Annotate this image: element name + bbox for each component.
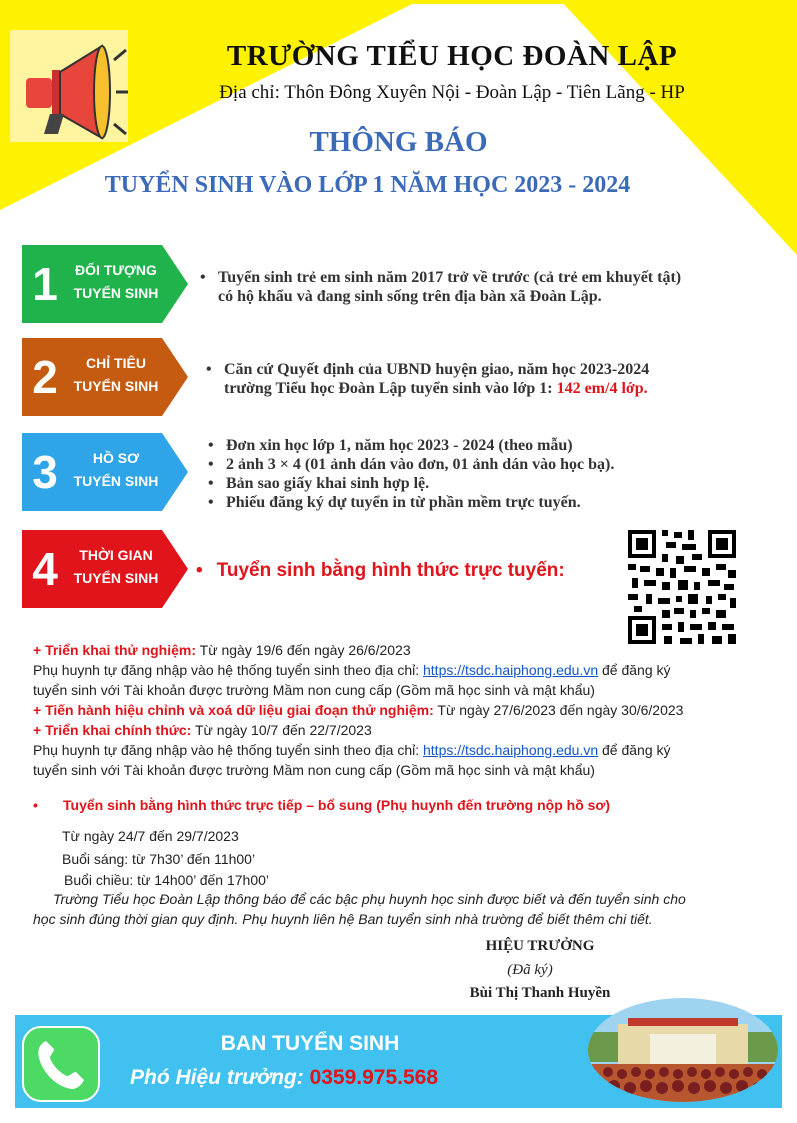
- bullet-icon: •: [208, 494, 214, 511]
- document-item: Phiếu đăng ký dự tuyển in từ phần mềm trực tuyến.: [226, 494, 581, 511]
- qr-code-icon[interactable]: [626, 528, 738, 646]
- section-4-arrow: [22, 530, 188, 604]
- official-phase: + Triển khai chính thức: Từ ngày 10/7 đến 22/7/2023: [33, 722, 372, 738]
- account-note: tuyển sinh với Tài khoản được trường Mầm non cung cấp (Gồm mã học sinh và mật khẩu): [33, 762, 595, 778]
- account-note: tuyển sinh với Tài khoản được trường Mầm non cung cấp (Gồm mã học sinh và mật khẩu): [33, 682, 595, 698]
- registration-link[interactable]: https://tsdc.haiphong.edu.vn: [423, 662, 599, 678]
- correction-phase: + Tiến hành hiệu chỉnh và xoá dữ liệu giai đoạn thử nghiệm: Từ ngày 27/6/2023 đến ngày 30/6/2023: [33, 702, 684, 718]
- section-number: 2: [32, 351, 58, 403]
- document-item: 2 ảnh 3 × 4 (01 ảnh dán vào đơn, 01 ảnh dán vào học bạ).: [226, 456, 615, 473]
- phone-icon: [22, 1026, 100, 1102]
- section-number: 3: [32, 446, 58, 498]
- online-method: Tuyển sinh bằng hình thức trực tuyến:: [216, 560, 565, 581]
- bullet-icon: •: [33, 797, 38, 813]
- section-label: THỜI GIAN TUYỂN SINH: [73, 547, 159, 586]
- section-1-arrow: [22, 245, 188, 319]
- section-2-content: [206, 360, 650, 398]
- bullet-icon: •: [206, 361, 212, 378]
- section-1-content: [200, 268, 682, 306]
- section-2-line: Căn cứ Quyết định của UBND huyện giao, năm học 2023-2024: [224, 361, 650, 378]
- signed-note: (Đã ký): [507, 962, 553, 978]
- section-1-line: có hộ khẩu và đang sinh sống trên địa bàn xã Đoàn Lập.: [218, 288, 602, 305]
- afternoon-hours: Buổi chiều: từ 14h00’ đến 17h00’: [64, 872, 270, 888]
- bullet-icon: •: [196, 560, 203, 581]
- section-3-content: [208, 436, 615, 512]
- bullet-icon: •: [208, 456, 214, 473]
- direct-heading: • Tuyển sinh bằng hình thức trực tiếp – bổ sung (Phụ huynh đến trường nộp hồ sơ): [33, 797, 611, 813]
- login-instruction: Phụ huynh tự đăng nhập vào hệ thống tuyển sinh theo địa chỉ: https://tsdc.haiphong.edu.vn để đăng ký: [33, 662, 671, 678]
- section-label: HỒ SƠ TUYỂN SINH: [73, 450, 159, 489]
- section-4-content: [196, 560, 565, 582]
- online-info: [33, 640, 773, 780]
- trial-phase: + Triển khai thử nghiệm: Từ ngày 19/6 đến ngày 26/6/2023: [33, 642, 411, 658]
- footer-contact: Phó Hiệu trưởng: 0359.975.568: [130, 1066, 439, 1089]
- school-address: Địa chỉ: Thôn Đông Xuyên Nội - Đoàn Lập - Tiên Lãng - HP: [219, 82, 685, 103]
- phone-number[interactable]: 0359.975.568: [309, 1066, 439, 1089]
- notice-title: THÔNG BÁO: [309, 126, 488, 158]
- section-number: 1: [32, 258, 58, 310]
- section-2-line: trường Tiểu học Đoàn Lập tuyển sinh vào lớp 1: 142 em/4 lớp.: [224, 380, 648, 397]
- school-name: TRƯỜNG TIỂU HỌC ĐOÀN LẬP: [226, 40, 678, 72]
- direct-dates: Từ ngày 24/7 đến 29/7/2023: [62, 828, 239, 844]
- document-item: Đơn xin học lớp 1, năm học 2023 - 2024 (theo mẫu): [226, 437, 573, 454]
- bullet-icon: •: [208, 475, 214, 492]
- login-instruction: Phụ huynh tự đăng nhập vào hệ thống tuyển sinh theo địa chỉ: https://tsdc.haiphong.edu.vn để đăng ký: [33, 742, 671, 758]
- morning-hours: Buổi sáng: từ 7h30’ đến 11h00’: [62, 851, 256, 867]
- section-label: ĐỐI TƯỢNG TUYỂN SINH: [73, 262, 159, 301]
- registration-link[interactable]: https://tsdc.haiphong.edu.vn: [423, 742, 599, 758]
- quota-value: 142 em/4 lớp.: [556, 380, 648, 397]
- section-1-line: Tuyển sinh trẻ em sinh năm 2017 trở về trước (cả trẻ em khuyết tật): [218, 269, 682, 286]
- closing-note: Trường Tiểu học Đoàn Lập thông báo để các bậc phụ huynh học sinh được biết và đến tuyển sinh cho học sinh đúng thời gian quy định. Phụ huynh liên hệ Ban tuyển sinh nhà trường để biết thêm chi tiết.: [33, 891, 686, 927]
- footer-title: BAN TUYỂN SINH: [220, 1032, 400, 1055]
- bullet-icon: •: [200, 269, 206, 286]
- principal-name: Bùi Thị Thanh Huyền: [469, 985, 611, 1001]
- section-number: 4: [32, 543, 58, 595]
- section-3-arrow: [22, 433, 188, 507]
- section-2-arrow: [22, 338, 188, 412]
- bullet-icon: •: [208, 437, 214, 454]
- principal-title: HIỆU TRƯỞNG: [485, 938, 595, 954]
- document-item: Bản sao giấy khai sinh hợp lệ.: [226, 475, 430, 492]
- school-photo: [588, 992, 778, 1102]
- section-label: CHỈ TIÊU TUYỂN SINH: [73, 355, 159, 394]
- notice-subtitle: TUYỂN SINH VÀO LỚP 1 NĂM HỌC 2023 - 2024: [104, 172, 631, 198]
